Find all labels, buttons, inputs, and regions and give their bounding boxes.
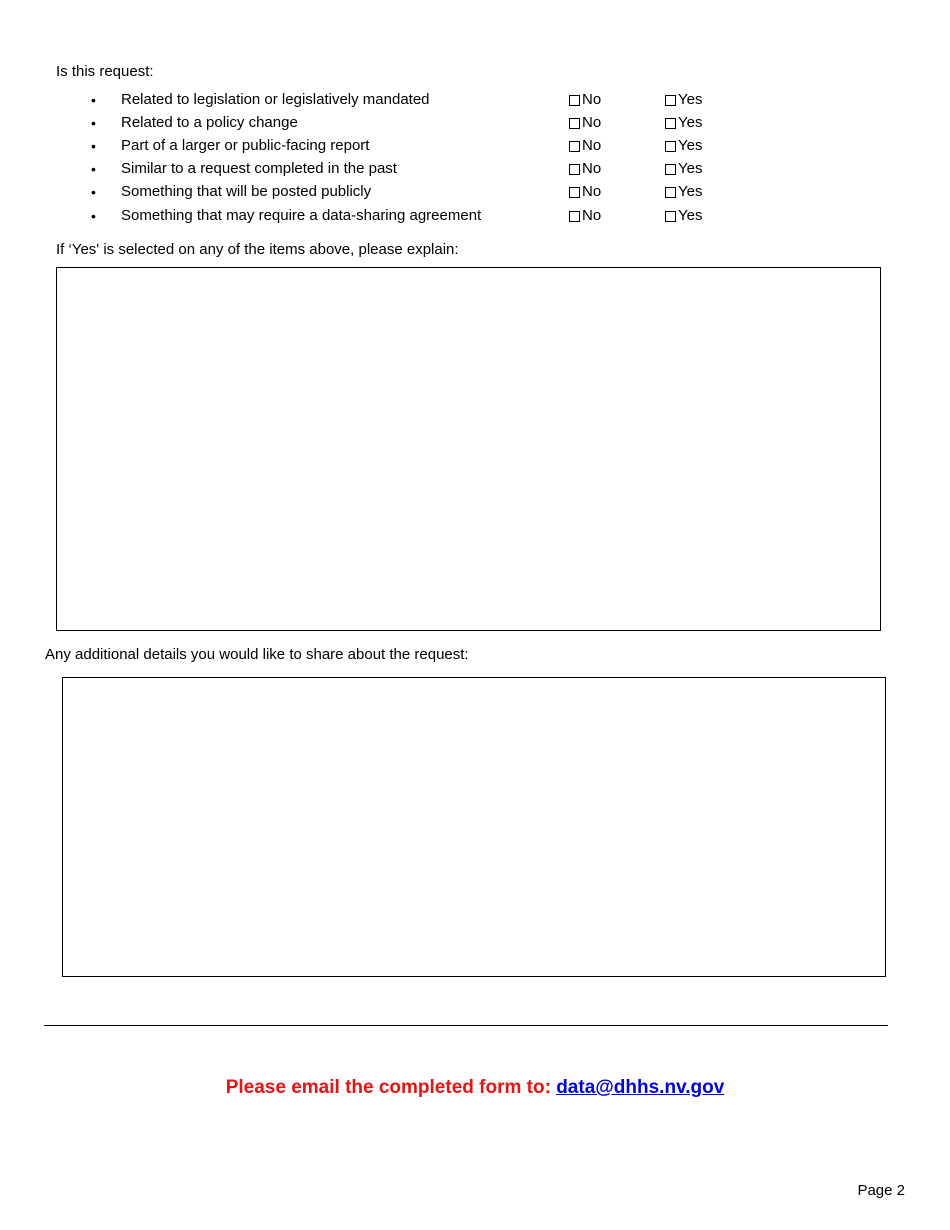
no-checkbox[interactable] — [569, 158, 601, 180]
yes-label: Yes — [678, 114, 703, 131]
yes-checkbox[interactable] — [665, 112, 702, 134]
item-label: Similar to a request completed in the past — [121, 160, 397, 177]
yes-checkbox[interactable] — [665, 205, 702, 227]
checkbox-icon — [665, 211, 676, 222]
no-label: No — [582, 137, 602, 154]
explain-text-field[interactable] — [56, 267, 881, 631]
no-label: No — [582, 183, 602, 200]
bullet-icon: • — [91, 92, 96, 108]
item-label: Related to a policy change — [121, 114, 298, 131]
item-label: Related to legislation or legislatively mandated — [121, 91, 430, 108]
checkbox-icon — [569, 95, 580, 106]
checkbox-icon — [665, 141, 676, 152]
no-checkbox[interactable] — [569, 112, 601, 134]
checkbox-icon — [665, 118, 676, 129]
question-intro: Is this request: — [56, 63, 154, 80]
list-item — [0, 89, 950, 111]
details-label: Any additional details you would like to share about the request: — [45, 646, 469, 663]
checkbox-icon — [569, 164, 580, 175]
details-text-field[interactable] — [62, 677, 886, 977]
checkbox-icon — [665, 187, 676, 198]
list-item — [0, 181, 950, 203]
bullet-icon: • — [91, 161, 96, 177]
yes-label: Yes — [678, 160, 703, 177]
yes-label: Yes — [678, 183, 703, 200]
yes-label: Yes — [678, 91, 703, 108]
explain-label: If ‘Yes' is selected on any of the items above, please explain: — [56, 241, 459, 258]
bullet-icon: • — [91, 208, 96, 224]
yes-checkbox[interactable] — [665, 135, 702, 157]
email-link[interactable]: data@dhhs.nv.gov — [556, 1077, 725, 1098]
bullet-icon: • — [91, 138, 96, 154]
no-checkbox[interactable] — [569, 89, 601, 111]
checkbox-icon — [569, 141, 580, 152]
item-label: Something that may require a data-sharing agreement — [121, 207, 482, 224]
list-item — [0, 112, 950, 134]
no-label: No — [582, 114, 602, 131]
email-instruction — [0, 1076, 950, 1100]
email-instruction-text: Please email the completed form to: — [225, 1077, 557, 1098]
list-item — [0, 135, 950, 157]
bullet-icon: • — [91, 115, 96, 131]
checkbox-icon — [569, 211, 580, 222]
list-item — [0, 158, 950, 180]
page-number: Page 2 — [857, 1182, 905, 1199]
yes-label: Yes — [678, 207, 703, 224]
yes-label: Yes — [678, 137, 703, 154]
no-label: No — [582, 91, 602, 108]
no-checkbox[interactable] — [569, 181, 601, 203]
yes-checkbox[interactable] — [665, 89, 702, 111]
no-checkbox[interactable] — [569, 205, 601, 227]
checkbox-icon — [569, 187, 580, 198]
divider — [44, 1025, 888, 1026]
no-label: No — [582, 207, 602, 224]
checkbox-icon — [665, 164, 676, 175]
yes-checkbox[interactable] — [665, 158, 702, 180]
item-label: Part of a larger or public-facing report — [121, 137, 370, 154]
checkbox-icon — [665, 95, 676, 106]
checkbox-icon — [569, 118, 580, 129]
yes-checkbox[interactable] — [665, 181, 702, 203]
bullet-icon: • — [91, 184, 96, 200]
no-checkbox[interactable] — [569, 135, 601, 157]
item-label: Something that will be posted publicly — [121, 183, 372, 200]
list-item — [0, 205, 950, 227]
no-label: No — [582, 160, 602, 177]
